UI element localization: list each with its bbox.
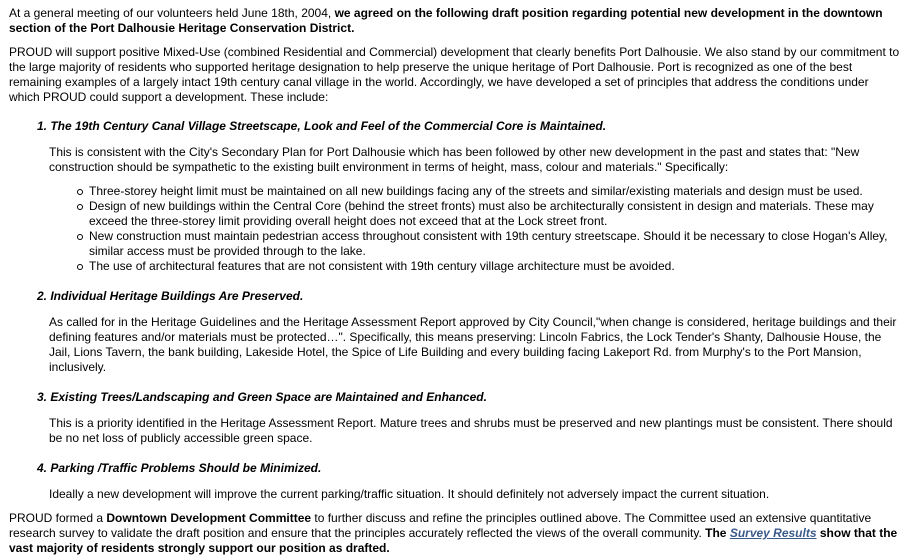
intro-paragraph <box>9 6 902 36</box>
principle-2-body: As called for in the Heritage Guidelines and the Heritage Assessment Report approved by City Council,"when change is considered, heritage buildings and their defining features and/or materials must be protected…". Specifically, this means preserving: Lincoln Fabrics, the Lock Tender's Shanty, Dalhousie House, the Jail, Lions Tavern, the bank building, Lakeside Hotel, the Spice of Life Building and every building facing Lakeport Rd. from Murphy's to the Port Mansion, inclusively. <box>49 315 897 374</box>
closing-text: PROUD formed a <box>9 511 107 525</box>
principle-1-heading: 1. The 19th Century Canal Village Streetscape, Look and Feel of the Commercial Core is Maintained. <box>37 119 607 133</box>
principle-3-heading: 3. Existing Trees/Landscaping and Green Space are Maintained and Enhanced. <box>37 390 487 404</box>
survey-results-link[interactable]: Survey Results <box>729 526 817 540</box>
intro-lead: At a general meeting of our volunteers held June 18th, 2004, <box>9 6 335 20</box>
bullet-item: Three-storey height limit must be maintained on all new buildings facing any of the streets and similar/existing materials and design must be used. <box>89 184 902 199</box>
intro-bold: we agreed on the following draft position regarding potential new development in the downtown section of the Port Dalhousie Heritage Conservation District. <box>9 6 883 35</box>
closing-bold: The <box>705 526 730 540</box>
bullet-item: Design of new buildings within the Central Core (behind the street fronts) must also be architecturally consistent in design and materials. These may exceed the three-storey limit providing overall height does not exceed that at the Lock street front. <box>89 199 902 229</box>
bullet-item: New construction must maintain pedestrian access throughout consistent with 19th century streetscape. Should it be necessary to close Hogan's Alley, similar access must be provided through to the lake. <box>89 229 902 259</box>
principle-4-body: Ideally a new development will improve the current parking/traffic situation. It should definitely not adversely impact the current situation. <box>49 487 770 501</box>
position-paragraph: PROUD will support positive Mixed-Use (combined Residential and Commercial) development that clearly benefits Port Dalhousie. We also stand by our commitment to the large majority of residents who supported heritage designation to help preserve the unique heritage of Port Dalhousie. Port is recognized as one of the best remaining examples of a largely intact 19th century canal village in the world. Accordingly, we have developed a set of principles that address the conditions under which PROUD could support a development. These include: <box>9 45 900 104</box>
committee-name: Downtown Development Committee <box>106 511 312 525</box>
closing-paragraph <box>9 511 902 556</box>
principle-3-body: This is a priority identified in the Heritage Assessment Report. Mature trees and shrubs must be preserved and new plantings must be consistent. There should be no net loss of publicly accessible green space. <box>49 416 893 445</box>
closing-text: to further discuss and refine the principles outlined above. The Committee used an extensive quantitative research survey to validate the draft position and ensure that the principles accurately reflected the views of the overall community. <box>9 511 872 540</box>
principle-4-heading: 4. Parking /Traffic Problems Should be Minimized. <box>37 461 322 475</box>
principle-2-heading: 2. Individual Heritage Buildings Are Preserved. <box>37 289 304 303</box>
principle-1-body: This is consistent with the City's Secondary Plan for Port Dalhousie which has been followed by other new development in the past and states that: "New construction should be sympathetic to the existing built environment in terms of height, mass, colour and materials." Specifically: <box>49 145 860 174</box>
bullet-item: The use of architectural features that are not consistent with 19th century village architecture must be avoided. <box>89 259 902 274</box>
principle-1-bullets <box>49 184 902 274</box>
closing-bold: show that the vast majority of residents strongly support our position as drafted. <box>9 526 898 555</box>
